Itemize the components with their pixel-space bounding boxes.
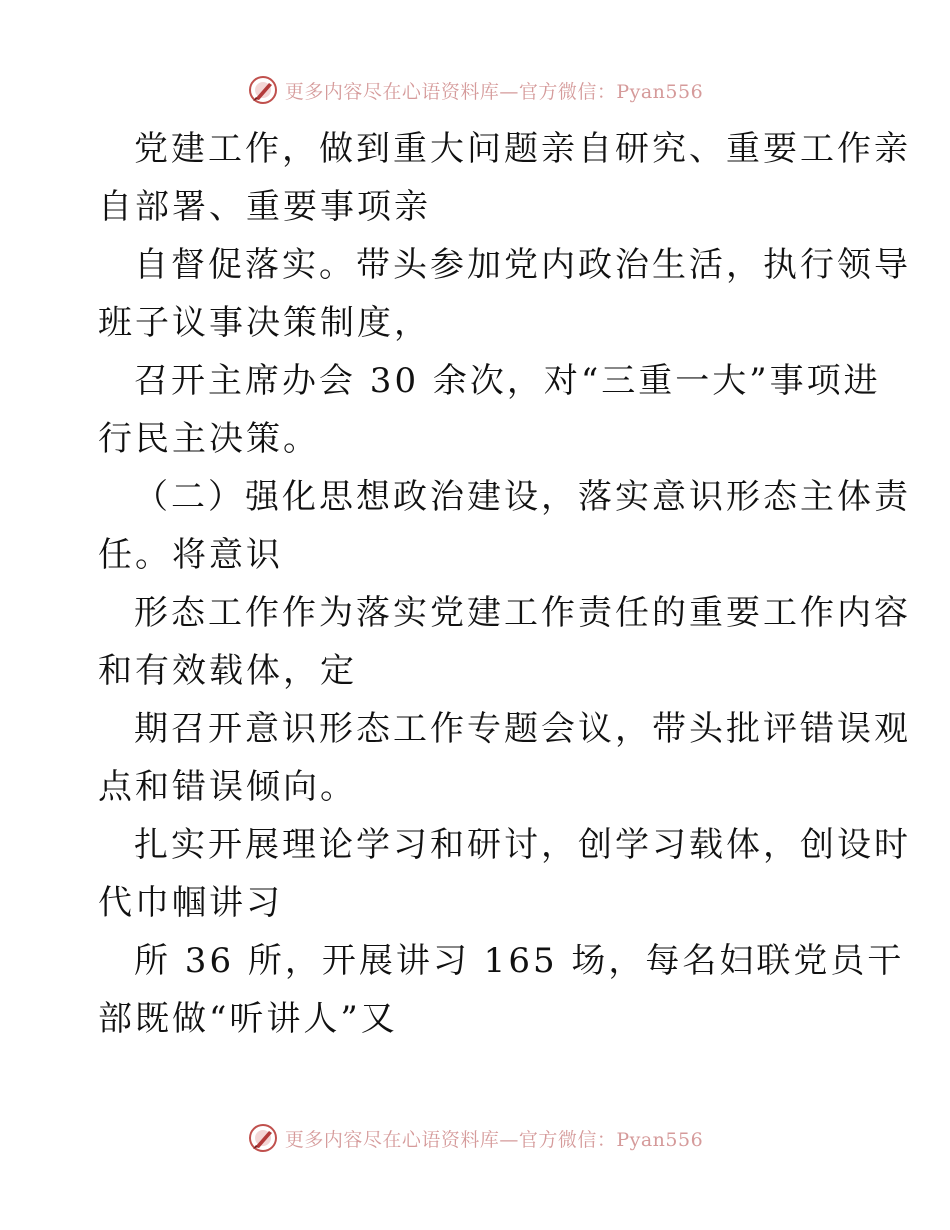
text-line: 代巾帼讲习 — [98, 883, 283, 923]
text-line: 点和错误倾向。 — [98, 767, 357, 807]
text-line: 期召开意识形态工作专题会议，带头批评错误观 — [134, 709, 911, 749]
header-watermark — [0, 70, 950, 110]
quill-pen-circle-icon — [247, 1122, 279, 1154]
text-line: 行民主决策。 — [98, 419, 320, 459]
footer-watermark — [0, 1118, 950, 1158]
text-line: 形态工作作为落实党建工作责任的重要工作内容 — [134, 593, 911, 633]
document-body — [98, 120, 911, 1048]
text-line: 扎实开展理论学习和研讨，创学习载体，创设时 — [134, 825, 911, 865]
text-line: 部既做“听讲人”又 — [98, 999, 398, 1039]
watermark-text: 更多内容尽在心语资料库—官方微信：Pyan556 — [284, 1128, 704, 1151]
text-line: 党建工作，做到重大问题亲自研究、重要工作亲 — [134, 129, 911, 169]
watermark-text: 更多内容尽在心语资料库—官方微信：Pyan556 — [284, 80, 704, 103]
text-line: 班子议事决策制度， — [98, 303, 431, 343]
text-line: 自部署、重要事项亲 — [98, 187, 431, 227]
text-line: 和有效载体，定 — [98, 651, 357, 691]
text-line: 所 36 所，开展讲习 165 场，每名妇联党员干 — [134, 941, 905, 981]
text-line: 任。将意识 — [98, 535, 283, 575]
text-line: （二）强化思想政治建设，落实意识形态主体责 — [134, 477, 911, 517]
quill-pen-circle-icon — [247, 74, 279, 106]
text-line: 自督促落实。带头参加党内政治生活，执行领导 — [134, 245, 911, 285]
text-line: 召开主席办会 30 余次，对“三重一大”事项进 — [134, 361, 881, 401]
